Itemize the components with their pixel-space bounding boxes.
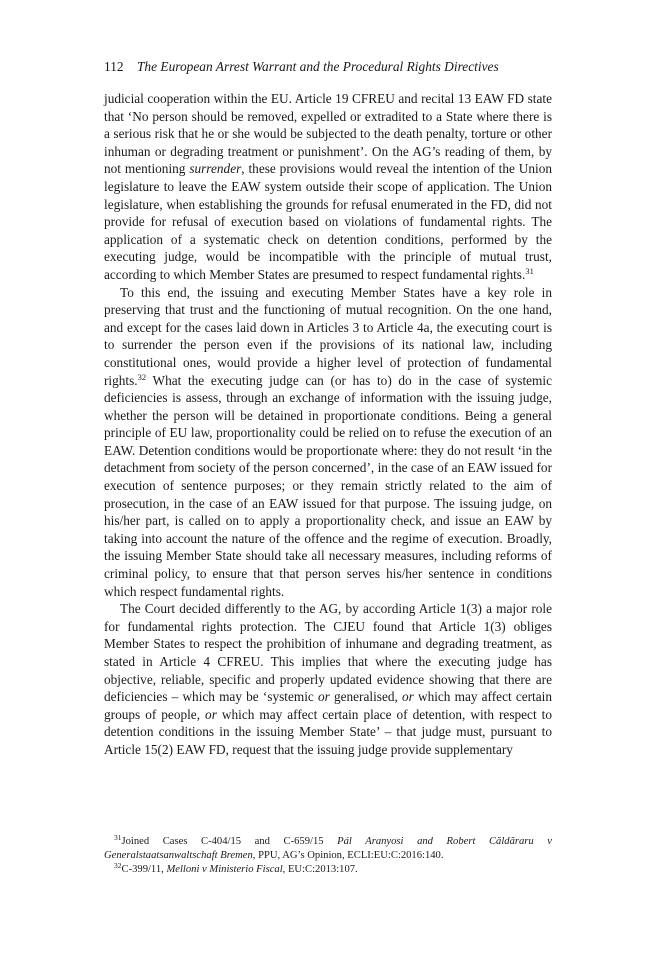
body-text	[104, 90, 552, 759]
text-run: What the executing judge can (or has to) do in the case of systemic deficiencies is assess, through an exchange of information with the issuing judge, whether the person will be detained in proportionate conditions. Being a general principle of EU law, proportionality could be relied on to refuse the execution of an EAW. Detention conditions would be proportionate where: they do not result ‘in the detachment from society of the person concerned’, in the case of an EAW issued for execution of sentence purposes; or they remain strictly related to the aim of prosecution, in the case of an EAW issued for that purpose. The issuing judge, on his/her part, is called on to apply a proportionality check, and issue an EAW by taking into account the nature of the offence and the regime of execution. Broadly, the issuing Member State should take all necessary measures, including reforms of criminal policy, to ensure that that person serves his/her sentence in conditions which respect fundamental rights.	[104, 372, 552, 599]
footnote-number: 32	[114, 861, 122, 870]
paragraph	[104, 284, 552, 601]
text-run: which may affect certain place of detention, with respect to detention conditions in the issuing Member State’ – that judge must, pursuant to Article 15(2) EAW FD, request that the issuing judge provide supplementary	[104, 706, 552, 757]
italic-text: surrender	[189, 161, 242, 177]
footnote	[104, 835, 552, 863]
text-run: The Court decided differently to the AG, by according Article 1(3) a major role for fundamental rights protection. The CJEU found that Article 1(3) obliges Member States to respect the prohibition of inhumane and degrading treatment, as stated in Article 4 CFREU. This implies that where the executing judge has objective, reliable, specific and properly updated evidence showing that there are deficiencies – which may be ‘systemic	[104, 601, 552, 705]
text-run: generalised,	[329, 689, 402, 705]
footnote	[104, 863, 552, 877]
text-run: , PPU, AG’s Opinion, ECLI:EU:C:2016:140.	[252, 850, 444, 861]
text-run: C-399/11,	[121, 864, 167, 875]
footnotes	[104, 835, 552, 877]
text-run: which may affect certain groups of people,	[104, 689, 552, 722]
page	[104, 58, 552, 759]
footnote-ref: 31	[525, 265, 534, 276]
running-head	[104, 58, 552, 76]
text-run: , these provisions would reveal the intention of the Union legislature to leave the EAW system outside their scope of application. The Union legislature, when establishing the grounds for refusal enumerated in the FD, did not provide for refusal of execution based on violations of fundamental rights. The application of a systematic check on detention conditions, performed by the executing judge, would be incompatible with the principle of mutual trust, according to which Member States are presumed to respect fundamental rights.	[104, 161, 552, 282]
paragraph	[104, 90, 552, 284]
footnote-number: 31	[114, 833, 122, 842]
text-run: judicial cooperation within the EU. Article 19 CFREU and recital 13 EAW FD state that ‘No person should be removed, expelled or extradited to a State where there is a serious risk that he or she would be subjected to the death penalty, torture or other inhuman or degrading treatment or punishment’. On the AG’s reading of them, by not mentioning	[104, 91, 552, 177]
footnote-ref: 32	[137, 371, 147, 382]
text-run: Joined Cases C-404/15 and C-659/15	[121, 836, 338, 847]
text-run: , EU:C:2013:107.	[282, 864, 358, 875]
text-run: To this end, the issuing and executing Member States have a key role in preserving that trust and the functioning of mutual recognition. On the one hand, and except for the cases laid down in Articles 3 to Article 4a, the executing court is to surrender the person even if the provisions of its national law, including constitutional ones, would provide a higher level of protection of fundamental rights.	[104, 284, 552, 388]
page-number: 112	[104, 59, 124, 74]
running-title: The European Arrest Warrant and the Procedural Rights Directives	[136, 59, 499, 74]
italic-text: or	[401, 689, 414, 705]
italic-text: or	[317, 689, 330, 705]
italic-text: Pál Aranyosi and Robert Căldăraru v Generalstaatsanwaltschaft Bremen	[104, 836, 552, 861]
paragraph	[104, 600, 552, 758]
italic-text: or	[205, 706, 217, 722]
italic-text: Melloni v Ministerio Fiscal	[166, 864, 283, 875]
